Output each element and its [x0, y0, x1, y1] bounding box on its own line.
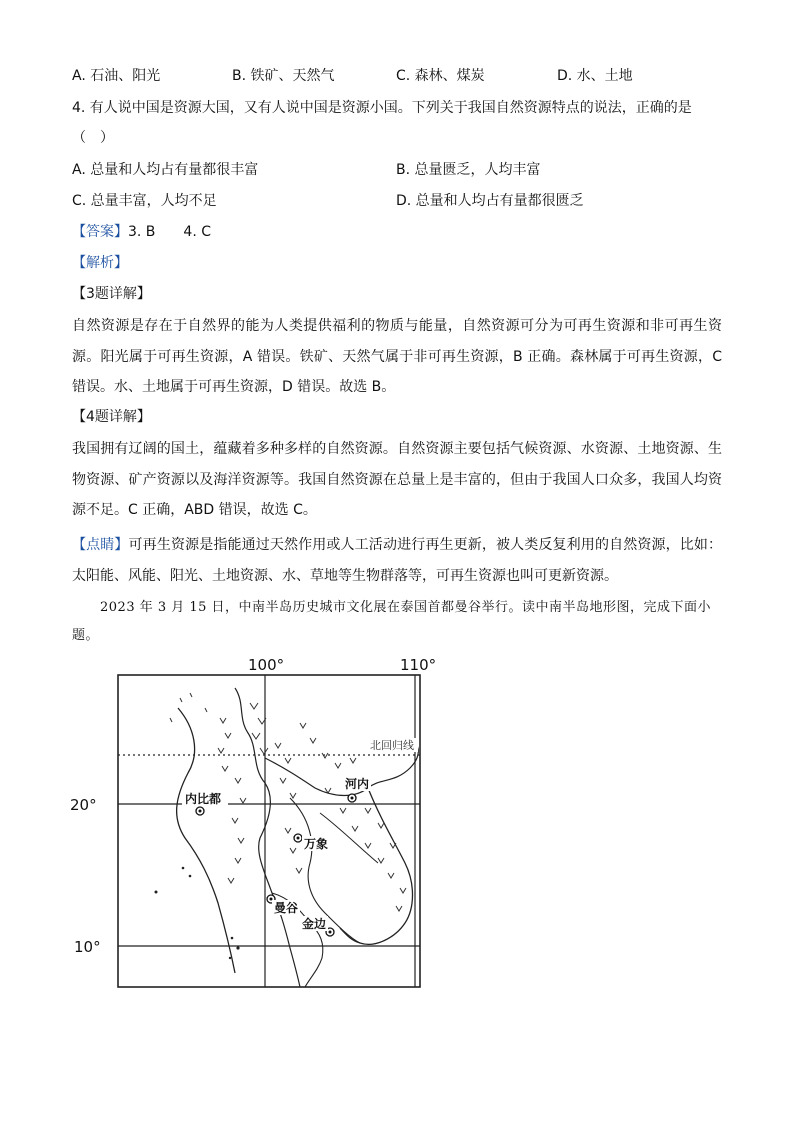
west-coast: [177, 708, 235, 973]
myanmar-thai-border: [235, 688, 300, 987]
city-vientiane: [294, 834, 330, 851]
east-coast: [340, 788, 413, 944]
city-hanoi: [343, 776, 371, 802]
label-bangkok: 曼谷: [274, 901, 299, 915]
tip-text: 可再生资源是指能通过天然作用或人工活动进行再生更新，被人类反复利用的自然资源，比如：太阳能、风能、阳光、土地资源、水、草地等生物群落等，可再生资源也叫可更新资源。: [72, 537, 723, 584]
q4-option-d: D. 总量和人均占有量都很匮乏: [396, 193, 584, 209]
label-tropic: 北回归线: [370, 739, 414, 752]
label-lat-10: 10°: [74, 938, 101, 956]
q4-option-c: C. 总量丰富，人均不足: [72, 193, 217, 209]
city-phnom-penh: [300, 916, 334, 936]
q3-option-c: C. 森林、煤炭: [396, 68, 485, 84]
q3-option-b: B. 铁矿、天然气: [232, 68, 335, 84]
label-lon-110: 110°: [400, 656, 437, 674]
answer-label: 【答案】: [72, 224, 128, 240]
analysis-label: 【解析】: [72, 255, 128, 271]
label-lat-20: 20°: [70, 796, 97, 814]
answer-text: 3. B 4. C: [128, 224, 211, 240]
detail4-heading: 【4题详解】: [72, 409, 151, 425]
islands: [155, 867, 240, 959]
detail3-heading: 【3题详解】: [72, 286, 151, 302]
label-vientiane: 万象: [304, 837, 329, 851]
label-phnom-penh: 金边: [302, 917, 327, 931]
q4-option-a: A. 总量和人均占有量都很丰富: [72, 162, 259, 178]
tip-label: 【点睛】: [72, 537, 129, 553]
indochina-terrain-map: [60, 648, 440, 993]
map-frame: [118, 675, 420, 987]
q3-option-d: D. 水、土地: [557, 68, 633, 84]
map-intro: 2023 年 3 月 15 日，中南半岛历史城市文化展在泰国首都曼谷举行。读中南半岛地形图，完成下面小题。: [72, 600, 712, 643]
q4-paren: （ ）: [72, 130, 114, 146]
q4-option-b: B. 总量匮乏，人均丰富: [396, 162, 541, 178]
answer-line: [72, 222, 211, 242]
label-naypyidaw: 内比都: [185, 792, 222, 806]
q3-option-a: A. 石油、阳光: [72, 68, 161, 84]
q4-stem: 4. 有人说中国是资源大国，又有人说中国是资源小国。下列关于我国自然资源特点的说法，正确的是: [72, 100, 692, 116]
detail4-text: 我国拥有辽阔的国土，蕴藏着多种多样的自然资源。自然资源主要包括气候资源、水资源、土地资源、生物资源、矿产资源以及海洋资源等。我国自然资源在总量上是丰富的，但由于我国人口众多，我国人均资源不足。C 正确，ABD 错误，故选 C。: [72, 441, 722, 518]
label-lon-100: 100°: [248, 656, 285, 674]
tip-paragraph: [72, 530, 722, 591]
detail3-text: 自然资源是存在于自然界的能为人类提供福利的物质与能量，自然资源可分为可再生资源和非可再生资源。阳光属于可再生资源，A 错误。铁矿、天然气属于非可再生资源，B 正确。森林属于可再生资源，C 错误。水、土地属于可再生资源，D 错误。故选 B。: [72, 318, 722, 395]
label-hanoi: 河内: [345, 777, 370, 791]
city-naypyidaw: [182, 790, 228, 815]
